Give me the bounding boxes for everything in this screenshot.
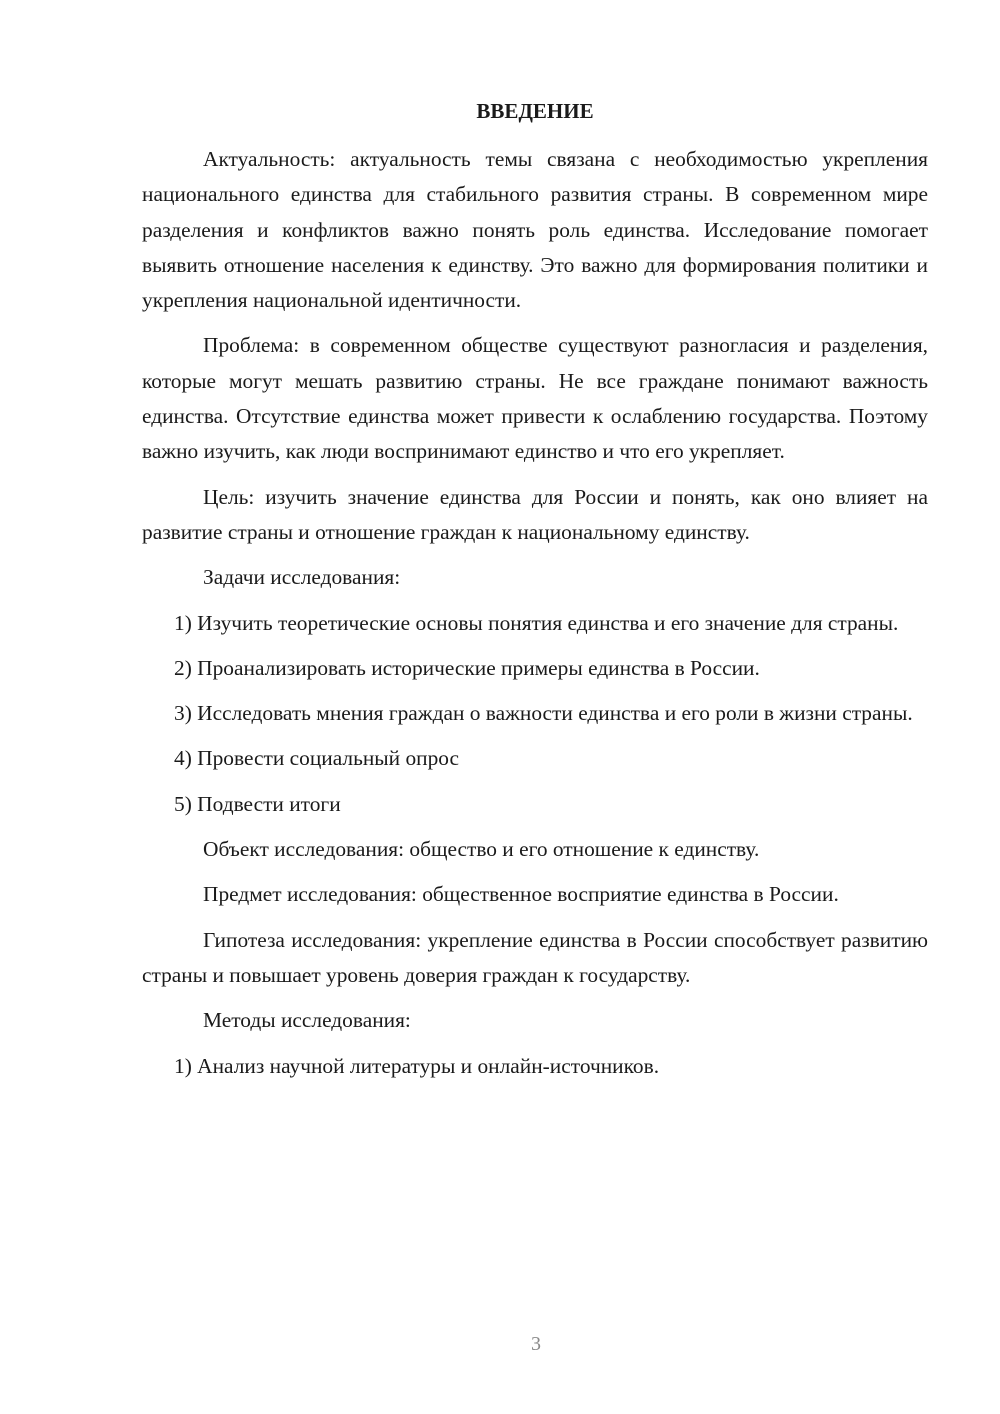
page-number: 3 (531, 1333, 541, 1355)
tasks-heading: Задачи исследования: (203, 565, 401, 590)
task-item: 1) Изучить теоретические основы понятия единства и его значение для страны. (174, 610, 899, 635)
task-item: 3) Исследовать мнения граждан о важности единства и его роли в жизни страны. (174, 701, 913, 726)
methods-heading: Методы исследования: (203, 1008, 411, 1033)
relevance-paragraph: Актуальность: актуальность темы связана с необходимостью укрепления национального единства для стабильного развития страны. В современном мире разделения и конфликтов важно понять роль единства. Исследование помогает выявить отношение населения к единству. Это важно для формирования политики и укрепления национальной идентичности. (142, 147, 928, 313)
task-item: 4) Провести социальный опрос (174, 746, 460, 771)
page-title: ВВЕДЕНИЕ (476, 99, 594, 123)
object-paragraph: Объект исследования: общество и его отношение к единству. (203, 837, 760, 862)
task-item: 5) Подвести итоги (174, 791, 341, 816)
problem-paragraph: Проблема: в современном обществе существуют разногласия и разделения, которые могут мешать развитию страны. Не все граждане понимают важность единства. Отсутствие единства может привести к ослаблению государства. Поэтому важно изучить, как люди воспринимают единство и что его укрепляет. (142, 333, 928, 464)
document-body (142, 142, 928, 1094)
subject-paragraph: Предмет исследования: общественное восприятие единства в России. (203, 882, 839, 907)
goal-paragraph: Цель: изучить значение единства для России и понять, как оно влияет на развитие страны и отношение граждан к национальному единству. (142, 484, 928, 544)
task-item: 2) Проанализировать исторические примеры единства в России. (174, 655, 760, 680)
method-item: 1) Анализ научной литературы и онлайн-источников. (174, 1053, 660, 1078)
hypothesis-paragraph: Гипотеза исследования: укрепление единства в России способствует развитию страны и повышает уровень доверия граждан к государству. (142, 927, 928, 987)
